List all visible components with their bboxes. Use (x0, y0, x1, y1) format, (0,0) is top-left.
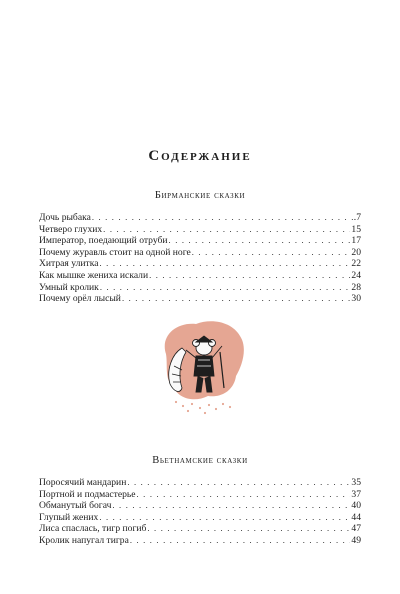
toc-entry[interactable] (39, 270, 361, 282)
leader-dots (130, 535, 351, 547)
leader-dots (92, 212, 353, 224)
toc-entry-title: Портной и подмастерье (39, 488, 136, 500)
toc-entry[interactable] (39, 293, 361, 305)
leader-dots (99, 512, 350, 524)
toc-entry-page: 40 (351, 500, 361, 512)
toc-entry-page: 37 (351, 488, 361, 500)
toc-entry-page: 49 (351, 534, 361, 546)
toc-entry-title: Почему орёл лысый (39, 293, 121, 305)
toc-entry-title: Четверо глухих (39, 223, 103, 235)
toc-list-burmese (39, 212, 361, 305)
toc-entry-page: 24 (351, 269, 361, 281)
toc-entry[interactable] (39, 535, 361, 547)
toc-entry[interactable] (39, 247, 361, 259)
section-heading-burmese: Бирманские сказки (154, 190, 246, 201)
leader-dots (169, 235, 351, 247)
toc-entry-title: Умный кролик (39, 281, 99, 293)
toc-entry-page: 17 (351, 235, 361, 247)
toc-entry[interactable] (39, 212, 361, 224)
toc-entry-page: 35 (351, 477, 361, 488)
toc-entry-page: 30 (351, 293, 361, 305)
toc-entry[interactable] (39, 489, 361, 501)
toc-entry[interactable] (39, 500, 361, 512)
leader-dots (122, 293, 350, 305)
toc-list-vietnamese (39, 477, 361, 547)
toc-entry-title: Лиса спаслась, тигр погиб (39, 523, 147, 535)
mouse-warrior-illustration (152, 318, 252, 418)
section-heading-vietnamese: Вьетнамские сказки (152, 455, 248, 466)
toc-entry-page: 44 (351, 511, 361, 523)
leader-dots (149, 270, 350, 282)
toc-entry[interactable] (39, 224, 361, 236)
toc-entry-title: Хитрая улитка (39, 258, 99, 270)
leader-dots (100, 258, 351, 270)
toc-entry[interactable] (39, 477, 361, 489)
toc-entry-title: Глупый жених (39, 511, 99, 523)
toc-entry[interactable] (39, 523, 361, 535)
toc-entry[interactable] (39, 512, 361, 524)
toc-entry-page: 28 (351, 281, 361, 293)
leader-dots (103, 224, 350, 236)
toc-entry-page: 15 (351, 223, 361, 235)
toc-entry[interactable] (39, 235, 361, 247)
toc-entry-page: 47 (351, 523, 361, 535)
toc-entry[interactable] (39, 282, 361, 294)
leader-dots (147, 523, 350, 535)
toc-entry-title: Почему журавль стоит на одной ноге (39, 246, 191, 258)
toc-entry-title: Как мышке жениха искали (39, 269, 149, 281)
leader-dots (100, 282, 351, 294)
toc-entry[interactable] (39, 258, 361, 270)
leader-dots (137, 489, 351, 501)
toc-entry-title: Кролик напугал тигра (39, 534, 129, 546)
toc-entry-page: 20 (351, 246, 361, 258)
toc-entry-page: 22 (351, 258, 361, 270)
toc-entry-title: Император, поедающий отруби (39, 235, 168, 247)
leader-dots (127, 477, 350, 489)
toc-entry-title: Обманутый богач (39, 500, 112, 512)
page-title: Содержание (148, 148, 252, 164)
leader-dots (112, 500, 350, 512)
toc-entry-page: .7 (353, 212, 361, 223)
toc-entry-title: Поросячий мандарин (39, 477, 127, 488)
leader-dots (192, 247, 351, 259)
toc-entry-title: Дочь рыбака (39, 212, 91, 223)
